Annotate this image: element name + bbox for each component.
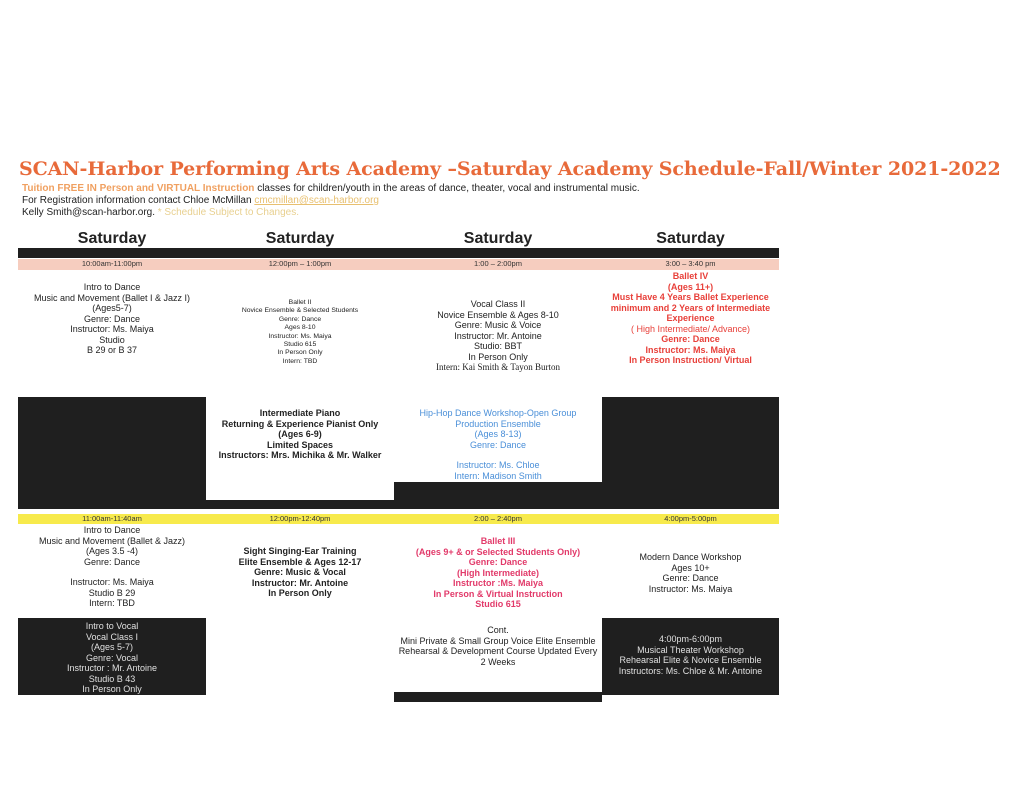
- line: Ballet III: [480, 536, 516, 546]
- line: Novice Ensemble & Selected Students: [241, 307, 359, 315]
- line: Hip-Hop Dance Workshop-Open Group: [419, 408, 577, 418]
- line: In Person Only: [82, 684, 142, 694]
- line: Studio B 43: [88, 673, 136, 684]
- line: Instructor: Ms. Maiya: [268, 332, 332, 340]
- line: (Ages 8-13): [474, 429, 522, 439]
- time-r3-c4: 4:00pm-5:00pm: [602, 514, 779, 524]
- line: Intro to Vocal: [85, 621, 139, 631]
- line: Studio 615: [283, 341, 317, 349]
- line: Studio: [99, 334, 125, 345]
- time-r3-c2: 12:00pm-12:40pm: [206, 514, 394, 524]
- header-col-3: Saturday: [394, 226, 602, 252]
- line: Sight Singing-Ear Training: [243, 546, 357, 556]
- line: (Ages 6-9): [278, 429, 322, 439]
- line: Genre: Vocal: [85, 652, 139, 663]
- line: Music and Movement (Ballet & Jazz): [38, 535, 186, 546]
- block-dark-r2-c1: [18, 397, 206, 509]
- line: [18, 567, 206, 577]
- line: Intro to Dance: [83, 282, 141, 292]
- block-dark-r2-c4: [602, 397, 779, 509]
- tuition-line: [22, 183, 640, 195]
- class-intro-dance-5-7: [18, 282, 206, 356]
- line: Instructor: Ms. Maiya: [648, 583, 733, 594]
- line: minimum and 2 Years of Intermediate: [610, 302, 771, 313]
- line: In Person Only: [268, 588, 332, 598]
- line: Novice Ensemble & Ages 8-10: [437, 309, 559, 320]
- line: Rehearsal Elite & Novice Ensemble: [619, 655, 762, 665]
- divider-mid: [18, 500, 779, 509]
- line: (Ages 9+ & or Selected Students Only): [415, 546, 581, 557]
- time-r1-c4: 3:00 – 3:40 pm: [602, 259, 779, 270]
- line: In Person Only: [468, 351, 528, 362]
- class-vocal-i: [18, 618, 206, 695]
- line: Vocal Class II: [470, 299, 526, 309]
- line: Vocal Class I: [85, 631, 139, 642]
- line: Genre: Dance: [662, 573, 719, 583]
- line: Genre: Dance: [661, 334, 720, 344]
- header-col-1: Saturday: [18, 226, 206, 252]
- line: Instructor: Ms. Maiya: [70, 324, 154, 334]
- line: Ages 10+: [671, 562, 710, 573]
- email-link-chloe[interactable]: cmcmillan@scan-harbor.org: [254, 195, 379, 206]
- line: Intern: Kai Smith & Tayon Burton: [436, 362, 560, 372]
- class-vocal-ii: [394, 299, 602, 373]
- line: Genre: Dance: [83, 556, 141, 567]
- line: Ballet IV: [672, 271, 709, 281]
- class-hiphop-workshop: [394, 408, 602, 481]
- line: Ballet II: [288, 299, 312, 306]
- line: 2 Weeks: [480, 656, 516, 667]
- line: Genre: Music & Vocal: [254, 567, 346, 577]
- line: 4:00pm-6:00pm: [658, 634, 723, 644]
- time-r3-c1: 11:00am-11:40am: [18, 514, 206, 524]
- line: Genre: Dance: [278, 315, 322, 323]
- line: Studio B 29: [88, 587, 136, 598]
- line: B 29 or B 37: [86, 345, 138, 355]
- line: Intro to Dance: [83, 525, 141, 535]
- registration-text: For Registration information contact Chloe McMillan: [22, 195, 255, 206]
- line: Instructor: Ms. Maiya: [645, 344, 736, 355]
- line: Instructor :Ms. Maiya: [452, 578, 544, 588]
- schedule-notice: * Schedule Subject to Changes.: [154, 207, 299, 218]
- line: Intern: TBD: [89, 598, 135, 608]
- line: (Ages5-7): [92, 303, 132, 313]
- line: (Ages 11+): [667, 281, 714, 292]
- line: Instructor: Ms. Chloe: [456, 460, 540, 470]
- class-intro-dance-3-4: [18, 525, 206, 609]
- class-modern-dance: [602, 552, 779, 594]
- line: [394, 450, 602, 460]
- line: Instructor: Ms. Maiya: [70, 577, 154, 587]
- tuition-rest: classes for children/youth in the areas of dance, theater, vocal and instrumental music.: [254, 183, 640, 194]
- line: (Ages 3.5 -4): [85, 546, 139, 556]
- line: Intern: Madison Smith: [454, 470, 542, 481]
- page-title: SCAN-Harbor Performing Arts Academy –Saturday Academy Schedule-Fall/Winter 2021-2022: [19, 158, 1001, 180]
- header-col-2: Saturday: [206, 226, 394, 252]
- class-voice-ensemble-cont: [394, 625, 602, 667]
- tuition-highlight: Tuition FREE IN Person and VIRTUAL Instruction: [22, 183, 255, 194]
- line: Instructor: Mr. Antoine: [251, 577, 349, 588]
- line: Music and Movement (Ballet I & Jazz I): [33, 292, 191, 303]
- line: Elite Ensemble & Ages 12-17: [238, 556, 362, 567]
- line: Intern: TBD: [282, 357, 318, 365]
- line: Intermediate Piano: [259, 408, 341, 418]
- divider-bottom: [394, 692, 602, 702]
- line: Mini Private & Small Group Voice Elite Ensemble: [400, 635, 596, 646]
- time-r3-c3: 2:00 – 2:40pm: [394, 514, 602, 524]
- line: Rehearsal & Development Course Updated Every: [398, 646, 598, 656]
- line: Cont.: [487, 625, 509, 635]
- line: Genre: Dance: [469, 439, 527, 450]
- line: In Person Instruction/ Virtual: [629, 355, 752, 365]
- line: Returning & Experience Pianist Only: [221, 418, 379, 429]
- class-ballet-iv: [602, 271, 779, 366]
- line: Production Ensemble: [455, 418, 541, 429]
- class-ballet-iii: [394, 536, 602, 610]
- line: (High Intermediate): [456, 567, 539, 578]
- line: Musical Theater Workshop: [637, 644, 744, 655]
- email-kelly: Kelly Smith@scan-harbor.org.: [22, 207, 155, 218]
- line: Instructors: Ms. Chloe & Mr. Antoine: [618, 665, 763, 676]
- line: (Ages 5-7): [90, 642, 134, 652]
- line: Must Have 4 Years Ballet Experience: [612, 292, 769, 302]
- line: Genre: Dance: [468, 557, 528, 567]
- class-ballet-ii: [206, 299, 394, 366]
- line: Experience: [666, 313, 715, 323]
- divider-top: [18, 248, 779, 258]
- line: In Person Only: [277, 349, 323, 357]
- line: Ages 8-10: [284, 324, 316, 332]
- line: Instructor: Mr. Antoine: [454, 330, 542, 341]
- line: Instructors: Mrs. Michika & Mr. Walker: [218, 450, 382, 460]
- line: Limited Spaces: [266, 439, 334, 450]
- class-sight-singing: [206, 546, 394, 599]
- line: Studio: BBT: [473, 341, 523, 351]
- contact-line: [22, 207, 299, 219]
- class-intermediate-piano: [206, 408, 394, 461]
- time-r1-c1: 10:00am-11:00pm: [18, 259, 206, 270]
- line: Instructor : Mr. Antoine: [66, 663, 158, 673]
- line: In Person & Virtual Instruction: [433, 588, 563, 599]
- time-r1-c3: 1:00 – 2:00pm: [394, 259, 602, 270]
- registration-line: [22, 195, 379, 207]
- line: Genre: Dance: [83, 313, 141, 324]
- line: Genre: Music & Voice: [454, 320, 542, 330]
- time-r1-c2: 12:00pm – 1:00pm: [206, 259, 394, 270]
- line: Studio 615: [475, 599, 521, 609]
- header-col-4: Saturday: [602, 226, 779, 252]
- class-musical-theater: [602, 618, 779, 695]
- line: Modern Dance Workshop: [639, 552, 742, 562]
- line: ( High Intermediate/ Advance): [630, 323, 751, 334]
